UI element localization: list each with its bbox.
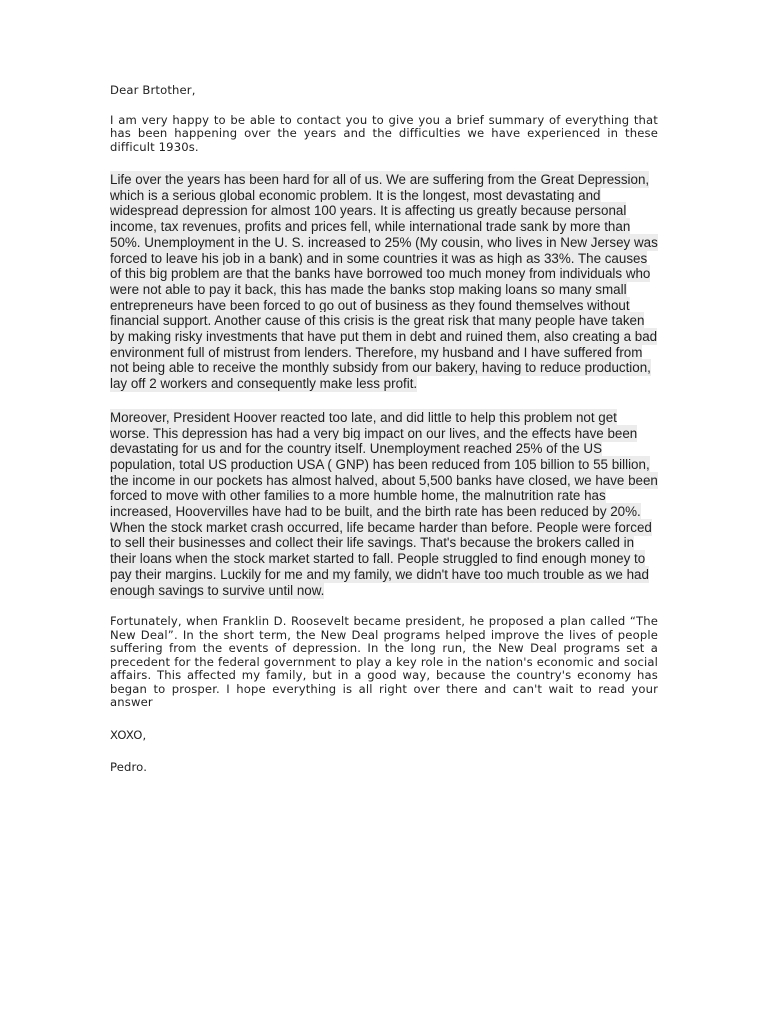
hoover-paragraph (110, 410, 658, 598)
new-deal-paragraph: Fortunately, when Franklin D. Roosevelt became president, he proposed a plan called “The New Deal”. In the short term, the New Deal programs helped improve the lives of people suffering from the events of depression. In the long run, the New Deal programs set a precedent for the federal government to play a key role in the nation's economic and social affairs. This affected my family, but in a good way, because the country's economy has began to prosper. I hope everything is all right over there and can't wait to read your answer (110, 614, 658, 710)
highlighted-text: Life over the years has been hard for all of us. We are suffering from the Great Depression, which is a serious global economic problem. It is the longest, most devastating and widespread depression for almost 100 years. It is affecting us greatly because personal income, tax revenues, profits and prices fell, while international trade sank by more than 50%. Unemployment in the U. S. increased to 25% (My cousin, who lives in New Jersey was forced to leave his job in a bank) and in some countries it was as high as 33%. The causes of this big problem are that the banks have borrowed too much money from individuals who were not able to pay it back, this has made the banks stop making loans so many small entrepreneurs have been forced to go out of business as they found themselves without financial support. Another cause of this crisis is the great risk that many people have taken by making risky investments that have put them in debt and ruined them, also creating a bad environment full of mistrust from lenders. Therefore, my husband and I have suffered from not being able to receive the monthly subsidy from our bakery, having to reduce production, lay off 2 workers and consequently make less profit. (110, 172, 658, 392)
letter-body (110, 84, 658, 775)
letter-closing: XOXO, (110, 727, 147, 742)
intro-paragraph: I am very happy to be able to contact you to give you a brief summary of everything that has been happening over the years and the difficulties we have experienced in these difficult 1930s. (110, 112, 658, 154)
highlighted-text: Moreover, President Hoover reacted too late, and did little to help this problem not get worse. This depression has had a very big impact on our lives, and the effects have been devastating for us and for the country itself. Unemployment reached 25% of the US population, total US production USA ( GNP) has been reduced from 105 billion to 55 billion, the income in our pockets has almost halved, about 5,500 banks have closed, we have been forced to move with other families to a more humble home, the malnutrition rate has increased, Hoovervilles have had to be built, and the birth rate has been reduced by 20%. When the stock market crash occurred, life became harder than before. People were forced to sell their businesses and collect their life savings. That's because the brokers called in their loans when the stock market started to fall. People struggled to find enough money to pay their margins. Luckily for me and my family, we didn't have too much trouble as we had enough savings to survive until now. (110, 409, 658, 598)
letter-signature: Pedro. (110, 760, 148, 775)
great-depression-paragraph (110, 172, 658, 392)
letter-greeting: Dear Brtother, (110, 83, 196, 97)
